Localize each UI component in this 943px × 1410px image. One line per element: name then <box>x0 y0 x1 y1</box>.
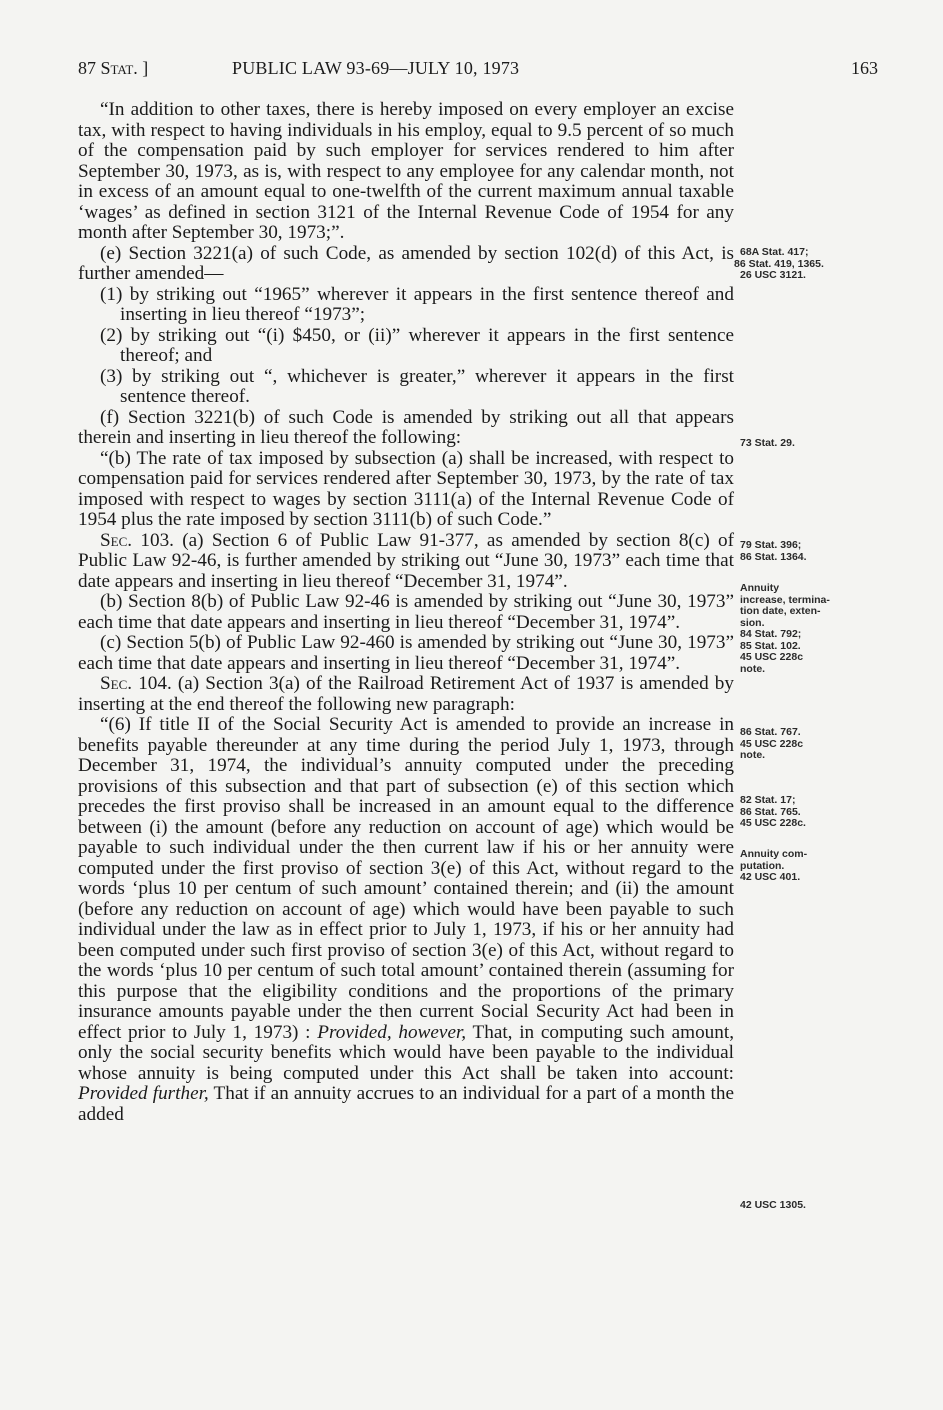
list-item: (1) by striking out “1965” wherever it appears in the first sentence thereof and inserting in lieu thereof “1973”; <box>100 283 734 325</box>
section-lead: Sec. <box>100 529 133 551</box>
section-104-paragraph <box>78 674 734 715</box>
running-title: PUBLIC LAW 93-69—JULY 10, 1973 <box>232 58 520 78</box>
margin-note: 73 Stat. 29. <box>740 437 795 449</box>
margin-note: 86 Stat. 767. 45 USC 228c note. <box>740 726 804 761</box>
list-item: (3) by striking out “, whichever is greater,” wherever it appears in the first sentence thereof. <box>100 365 734 407</box>
paragraph: “In addition to other taxes, there is hereby imposed on every employer an excise tax, with respect to having individuals in his employ, equal to 9.5 percent of so much of the compensation paid by such employer for services rendered to him after September 30, 1973, as is, with respect to any employee for any calendar month, not in excess of an amount equal to one-twelfth of the current maximum annual taxable ‘wages’ as defined in section 3121 of the Internal Revenue Code of 1954 for any month after September 30, 1973;”. <box>78 99 734 243</box>
paragraph-text: That if an annuity accrues to an individual for a part of a month the added <box>78 1083 734 1125</box>
proviso-phrase: Provided further, <box>78 1083 209 1104</box>
paragraph-text: 103. (a) Section 6 of Public Law 91-377, as amended by section 8(c) of Public Law 92-46, is further amended by striking out “June 30, 1973” each time that date appears and inserting in lieu thereof “December 31, 1974”. <box>78 529 734 592</box>
margin-note: 42 USC 1305. <box>740 1199 806 1211</box>
proviso-phrase: Provided, however, <box>317 1021 467 1043</box>
list-item: (2) by striking out “(i) $450, or (ii)” wherever it appears in the first sentence thereof; and <box>100 324 734 366</box>
section-lead: Sec. <box>100 673 133 694</box>
paragraph <box>78 715 734 1125</box>
paragraph-text: That, in computing such amount, only the social security benefits which would have been payable to the individual whose annuity is being computed under this Act shall be taken into account: <box>78 1021 734 1084</box>
paragraph: (c) Section 5(b) of Public Law 92-460 is amended by striking out “June 30, 1973” each time that date appears and inserting in lieu thereof “December 31, 1974”. <box>78 632 734 674</box>
section-103-paragraph <box>78 531 734 593</box>
page-header <box>78 58 878 82</box>
margin-note: Annuity increase, termina- tion date, exten- sion. 84 Stat. 792; 85 Stat. 102. 45 USC 228c note. <box>740 582 830 675</box>
paragraph: “(b) The rate of tax imposed by subsection (a) shall be increased, with respect to compensation paid for services rendered after September 30, 1973, by the rate of tax imposed with respect to wages by section 3111(a) of the Internal Revenue Code of 1954 plus the rate imposed by section 3111(b) of such Code.” <box>78 447 734 530</box>
volume-reference: 87 Stat. ] <box>78 58 149 78</box>
paragraph-text: 104. (a) Section 3(a) of the Railroad Retirement Act of 1937 is amended by inserting at the end thereof the following new paragraph: <box>78 673 734 715</box>
margin-note: 68A Stat. 417; 86 Stat. 419, 1365. 26 USC 3121. <box>734 246 824 281</box>
statute-text <box>78 100 734 1125</box>
paragraph: (b) Section 8(b) of Public Law 92-46 is amended by striking out “June 30, 1973” each time that date appears and inserting in lieu thereof “December 31, 1974”. <box>78 591 734 633</box>
paragraph-text: “(6) If title II of the Social Security Act is amended to provide an increase in benefits payable thereunder at any time during the period July 1, 1973, through December 31, 1974, the individual’s annuity computed under the preceding provisions of this subsection and that part of subsection (e) of this section which precedes the first proviso shall be increased in an amount equal to the difference between (i) the amount (before any reduction on account of age) which would be payable to such individual under the then current law if his or her annuity were computed under the first proviso of section 3(e) of this Act, without regard to the words ‘plus 10 per centum of such amount’ contained therein; and (ii) the amount (before any reduction on account of age) which would have been payable to such individual under the law as in effect prior to July 1, 1973, if his or her annuity had been computed under such first proviso of section 3(e) of this Act, without regard to the words ‘plus 10 per centum of such total amount’ contained therein (assuming for this purpose that the eligibility conditions and the proportions of the primary insurance amounts payable under the then current Social Security Act had been in effect prior to July 1, 1973) : <box>78 714 734 1043</box>
margin-note: 82 Stat. 17; 86 Stat. 765. 45 USC 228c. <box>740 794 806 829</box>
margin-note: 79 Stat. 396; 86 Stat. 1364. <box>740 539 807 563</box>
margin-note: Annuity com- putation. 42 USC 401. <box>740 848 808 883</box>
paragraph: (e) Section 3221(a) of such Code, as amended by section 102(d) of this Act, is further amended— <box>78 242 734 284</box>
page-number: 163 <box>851 58 878 78</box>
paragraph: (f) Section 3221(b) of such Code is amended by striking out all that appears therein and inserting in lieu thereof the following: <box>78 406 734 448</box>
